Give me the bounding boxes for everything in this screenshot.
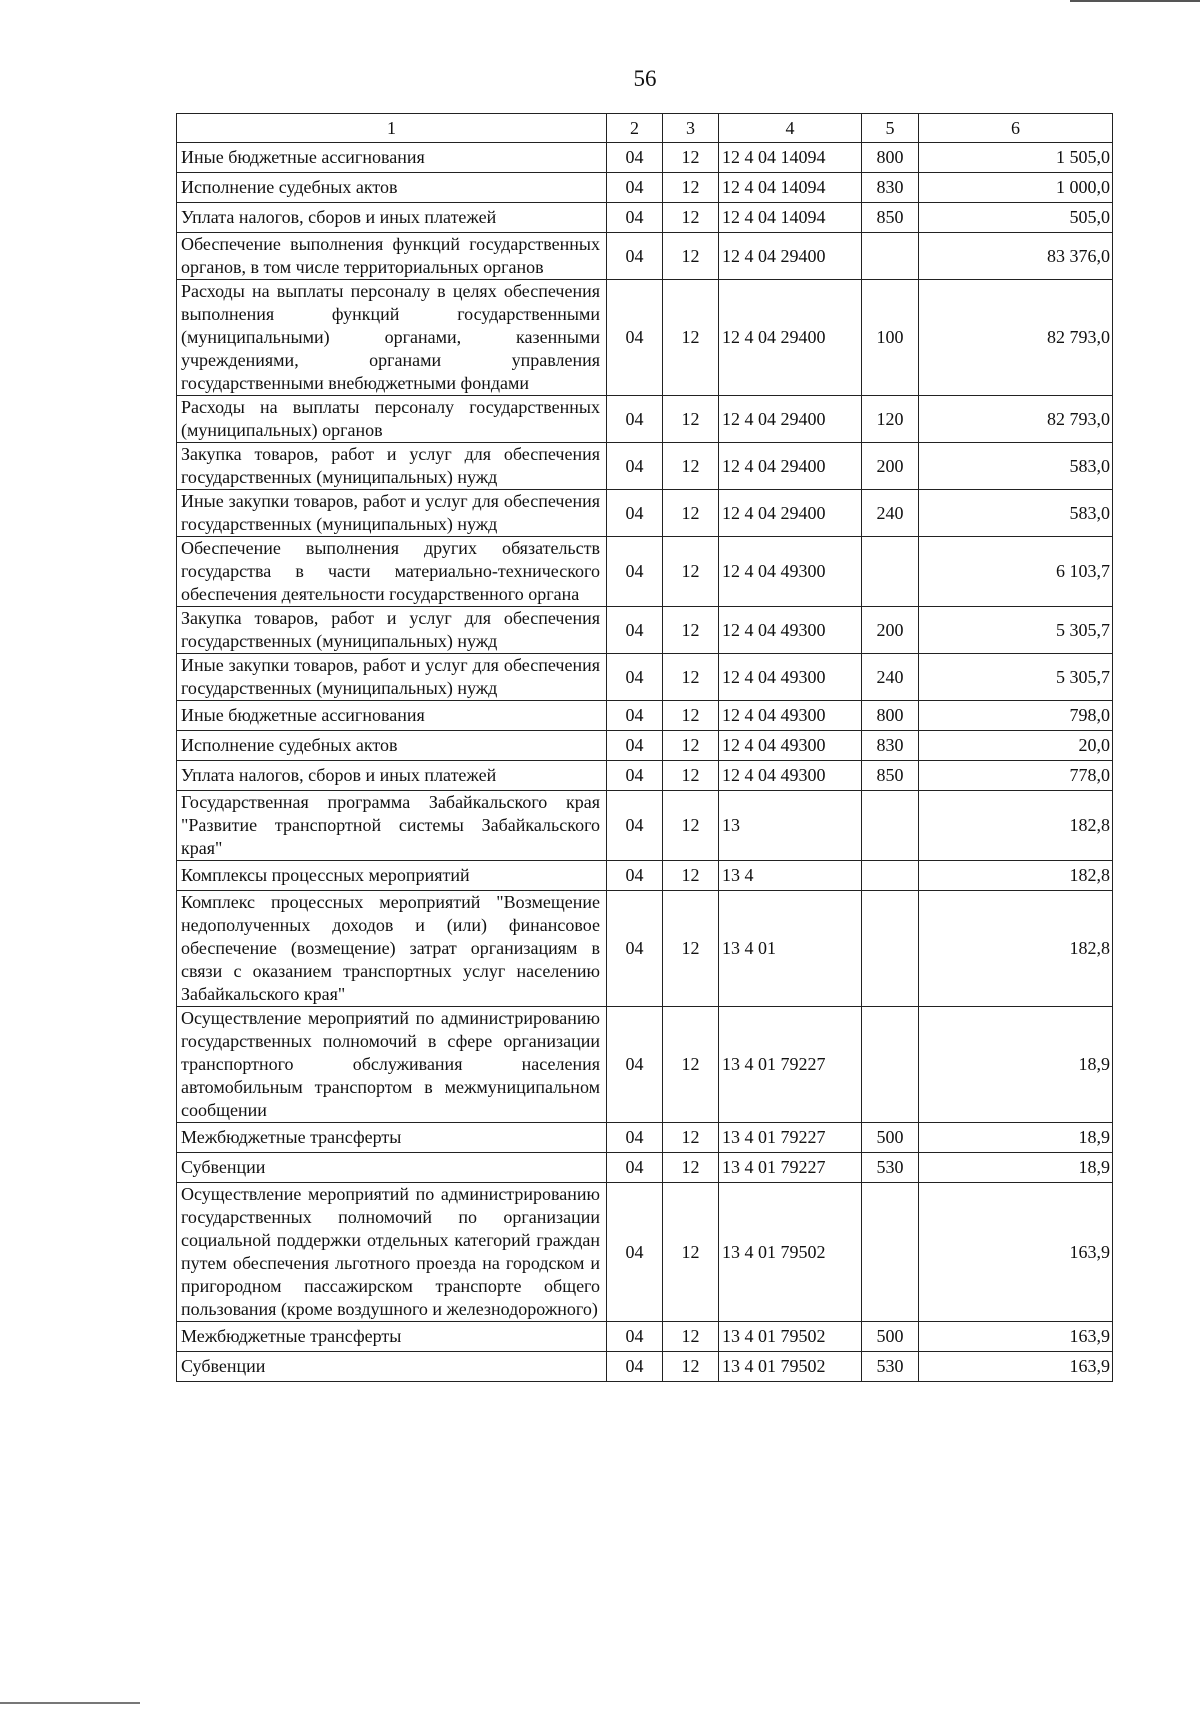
target-article-code: 13 4 xyxy=(719,861,862,891)
expense-type-code: 850 xyxy=(862,203,919,233)
section-code: 04 xyxy=(607,891,663,1007)
subsection-code: 12 xyxy=(663,891,719,1007)
column-header: 6 xyxy=(919,114,1113,143)
target-article-code: 12 4 04 49300 xyxy=(719,537,862,607)
table-row xyxy=(177,891,1113,1007)
section-code: 04 xyxy=(607,203,663,233)
target-article-code: 12 4 04 49300 xyxy=(719,761,862,791)
row-description: Комплексы процессных мероприятий xyxy=(177,861,607,891)
row-description: Государственная программа Забайкальского края "Развитие транспортной системы Забайкальского края" xyxy=(177,791,607,861)
section-code: 04 xyxy=(607,861,663,891)
subsection-code: 12 xyxy=(663,1153,719,1183)
column-header: 3 xyxy=(663,114,719,143)
row-description: Закупка товаров, работ и услуг для обеспечения государственных (муниципальных) нужд xyxy=(177,443,607,490)
target-article-code: 12 4 04 29400 xyxy=(719,280,862,396)
subsection-code: 12 xyxy=(663,1352,719,1382)
section-code: 04 xyxy=(607,280,663,396)
table-row xyxy=(177,280,1113,396)
expense-type-code: 800 xyxy=(862,143,919,173)
row-description: Расходы на выплаты персоналу государственных (муниципальных) органов xyxy=(177,396,607,443)
row-description: Иные бюджетные ассигнования xyxy=(177,143,607,173)
amount-value: 18,9 xyxy=(919,1123,1113,1153)
subsection-code: 12 xyxy=(663,791,719,861)
amount-value: 18,9 xyxy=(919,1007,1113,1123)
section-code: 04 xyxy=(607,761,663,791)
amount-value: 583,0 xyxy=(919,490,1113,537)
table-row xyxy=(177,537,1113,607)
amount-value: 182,8 xyxy=(919,861,1113,891)
table-body xyxy=(177,143,1113,1382)
subsection-code: 12 xyxy=(663,731,719,761)
expense-type-code xyxy=(862,791,919,861)
amount-value: 18,9 xyxy=(919,1153,1113,1183)
expense-type-code xyxy=(862,233,919,280)
amount-value: 182,8 xyxy=(919,791,1113,861)
amount-value: 6 103,7 xyxy=(919,537,1113,607)
subsection-code: 12 xyxy=(663,490,719,537)
expense-type-code: 240 xyxy=(862,490,919,537)
target-article-code: 13 xyxy=(719,791,862,861)
subsection-code: 12 xyxy=(663,396,719,443)
expense-type-code: 500 xyxy=(862,1123,919,1153)
target-article-code: 12 4 04 29400 xyxy=(719,396,862,443)
amount-value: 778,0 xyxy=(919,761,1113,791)
table-row xyxy=(177,1007,1113,1123)
table-row xyxy=(177,1183,1113,1322)
subsection-code: 12 xyxy=(663,280,719,396)
expense-type-code: 120 xyxy=(862,396,919,443)
section-code: 04 xyxy=(607,1183,663,1322)
amount-value: 163,9 xyxy=(919,1352,1113,1382)
subsection-code: 12 xyxy=(663,1183,719,1322)
amount-value: 20,0 xyxy=(919,731,1113,761)
target-article-code: 13 4 01 79502 xyxy=(719,1183,862,1322)
row-description: Исполнение судебных актов xyxy=(177,173,607,203)
expense-type-code xyxy=(862,891,919,1007)
expense-type-code xyxy=(862,537,919,607)
amount-value: 1 000,0 xyxy=(919,173,1113,203)
section-code: 04 xyxy=(607,791,663,861)
target-article-code: 12 4 04 14094 xyxy=(719,203,862,233)
section-code: 04 xyxy=(607,1153,663,1183)
amount-value: 82 793,0 xyxy=(919,280,1113,396)
row-description: Иные бюджетные ассигнования xyxy=(177,701,607,731)
column-header: 2 xyxy=(607,114,663,143)
row-description: Обеспечение выполнения функций государственных органов, в том числе территориальных органов xyxy=(177,233,607,280)
subsection-code: 12 xyxy=(663,607,719,654)
target-article-code: 12 4 04 14094 xyxy=(719,143,862,173)
expense-type-code: 500 xyxy=(862,1322,919,1352)
target-article-code: 12 4 04 14094 xyxy=(719,173,862,203)
section-code: 04 xyxy=(607,143,663,173)
subsection-code: 12 xyxy=(663,761,719,791)
target-article-code: 12 4 04 29400 xyxy=(719,443,862,490)
budget-table xyxy=(176,113,1113,1382)
table-row xyxy=(177,654,1113,701)
expense-type-code: 200 xyxy=(862,443,919,490)
expense-type-code xyxy=(862,1007,919,1123)
amount-value: 163,9 xyxy=(919,1322,1113,1352)
subsection-code: 12 xyxy=(663,1007,719,1123)
header-row xyxy=(177,114,1113,143)
expense-type-code: 830 xyxy=(862,731,919,761)
row-description: Уплата налогов, сборов и иных платежей xyxy=(177,203,607,233)
amount-value: 5 305,7 xyxy=(919,654,1113,701)
table-row xyxy=(177,1352,1113,1382)
section-code: 04 xyxy=(607,1007,663,1123)
amount-value: 1 505,0 xyxy=(919,143,1113,173)
table-row xyxy=(177,731,1113,761)
expense-type-code: 530 xyxy=(862,1153,919,1183)
table-row xyxy=(177,490,1113,537)
page-number: 56 xyxy=(633,66,657,91)
section-code: 04 xyxy=(607,607,663,654)
subsection-code: 12 xyxy=(663,861,719,891)
expense-type-code: 200 xyxy=(862,607,919,654)
table-row xyxy=(177,443,1113,490)
table-row xyxy=(177,761,1113,791)
table-row xyxy=(177,701,1113,731)
section-code: 04 xyxy=(607,233,663,280)
subsection-code: 12 xyxy=(663,203,719,233)
section-code: 04 xyxy=(607,1123,663,1153)
section-code: 04 xyxy=(607,1322,663,1352)
target-article-code: 12 4 04 49300 xyxy=(719,731,862,761)
table-row xyxy=(177,607,1113,654)
column-header: 5 xyxy=(862,114,919,143)
subsection-code: 12 xyxy=(663,233,719,280)
section-code: 04 xyxy=(607,731,663,761)
section-code: 04 xyxy=(607,701,663,731)
subsection-code: 12 xyxy=(663,701,719,731)
column-header: 4 xyxy=(719,114,862,143)
target-article-code: 13 4 01 79227 xyxy=(719,1007,862,1123)
target-article-code: 13 4 01 xyxy=(719,891,862,1007)
expense-type-code: 100 xyxy=(862,280,919,396)
table-row xyxy=(177,396,1113,443)
target-article-code: 13 4 01 79502 xyxy=(719,1322,862,1352)
amount-value: 182,8 xyxy=(919,891,1113,1007)
section-code: 04 xyxy=(607,396,663,443)
section-code: 04 xyxy=(607,537,663,607)
subsection-code: 12 xyxy=(663,1322,719,1352)
expense-type-code: 830 xyxy=(862,173,919,203)
row-description: Комплекс процессных мероприятий "Возмещение недополученных доходов и (или) финансовое обеспечение (возмещение) затрат организациям в связи с оказанием транспортных услуг населению Забайкальского края" xyxy=(177,891,607,1007)
amount-value: 583,0 xyxy=(919,443,1113,490)
table-row xyxy=(177,203,1113,233)
table-row xyxy=(177,233,1113,280)
section-code: 04 xyxy=(607,654,663,701)
amount-value: 82 793,0 xyxy=(919,396,1113,443)
row-description: Межбюджетные трансферты xyxy=(177,1322,607,1352)
row-description: Обеспечение выполнения других обязательств государства в части материально-технического обеспечения деятельности государственного органа xyxy=(177,537,607,607)
section-code: 04 xyxy=(607,1352,663,1382)
table-row xyxy=(177,861,1113,891)
subsection-code: 12 xyxy=(663,654,719,701)
subsection-code: 12 xyxy=(663,1123,719,1153)
target-article-code: 12 4 04 49300 xyxy=(719,701,862,731)
subsection-code: 12 xyxy=(663,143,719,173)
row-description: Уплата налогов, сборов и иных платежей xyxy=(177,761,607,791)
row-description: Осуществление мероприятий по администрированию государственных полномочий в сфере организации транспортного обслуживания населения автомобильным транспортом в межмуниципальном сообщении xyxy=(177,1007,607,1123)
row-description: Осуществление мероприятий по администрированию государственных полномочий по организации социальной поддержки отдельных категорий граждан путем обеспечения льготного проезда на городском и пригородном пассажирском транспорте общего пользования (кроме воздушного и железнодорожного) xyxy=(177,1183,607,1322)
table-row xyxy=(177,173,1113,203)
row-description: Межбюджетные трансферты xyxy=(177,1123,607,1153)
target-article-code: 12 4 04 29400 xyxy=(719,233,862,280)
row-description: Субвенции xyxy=(177,1352,607,1382)
section-code: 04 xyxy=(607,443,663,490)
table-row xyxy=(177,1322,1113,1352)
target-article-code: 12 4 04 49300 xyxy=(719,607,862,654)
target-article-code: 12 4 04 29400 xyxy=(719,490,862,537)
table-row xyxy=(177,1153,1113,1183)
expense-type-code: 850 xyxy=(862,761,919,791)
subsection-code: 12 xyxy=(663,173,719,203)
row-description: Закупка товаров, работ и услуг для обеспечения государственных (муниципальных) нужд xyxy=(177,607,607,654)
table-row xyxy=(177,791,1113,861)
scan-edge-line-bottom xyxy=(0,1702,140,1704)
target-article-code: 13 4 01 79227 xyxy=(719,1123,862,1153)
expense-type-code: 800 xyxy=(862,701,919,731)
row-description: Исполнение судебных актов xyxy=(177,731,607,761)
target-article-code: 13 4 01 79227 xyxy=(719,1153,862,1183)
row-description: Иные закупки товаров, работ и услуг для обеспечения государственных (муниципальных) нужд xyxy=(177,490,607,537)
table-row xyxy=(177,143,1113,173)
amount-value: 83 376,0 xyxy=(919,233,1113,280)
expense-type-code xyxy=(862,1183,919,1322)
table-row xyxy=(177,1123,1113,1153)
expense-type-code: 240 xyxy=(862,654,919,701)
section-code: 04 xyxy=(607,490,663,537)
subsection-code: 12 xyxy=(663,537,719,607)
target-article-code: 12 4 04 49300 xyxy=(719,654,862,701)
amount-value: 5 305,7 xyxy=(919,607,1113,654)
amount-value: 798,0 xyxy=(919,701,1113,731)
scan-edge-line-top xyxy=(1070,0,1200,2)
row-description: Субвенции xyxy=(177,1153,607,1183)
subsection-code: 12 xyxy=(663,443,719,490)
expense-type-code: 530 xyxy=(862,1352,919,1382)
column-header: 1 xyxy=(177,114,607,143)
amount-value: 505,0 xyxy=(919,203,1113,233)
amount-value: 163,9 xyxy=(919,1183,1113,1322)
row-description: Расходы на выплаты персоналу в целях обеспечения выполнения функций государственными (муниципальными) органами, казенными учреждениями, органами управления государственными внебюджетными фондами xyxy=(177,280,607,396)
target-article-code: 13 4 01 79502 xyxy=(719,1352,862,1382)
section-code: 04 xyxy=(607,173,663,203)
expense-type-code xyxy=(862,861,919,891)
row-description: Иные закупки товаров, работ и услуг для обеспечения государственных (муниципальных) нужд xyxy=(177,654,607,701)
